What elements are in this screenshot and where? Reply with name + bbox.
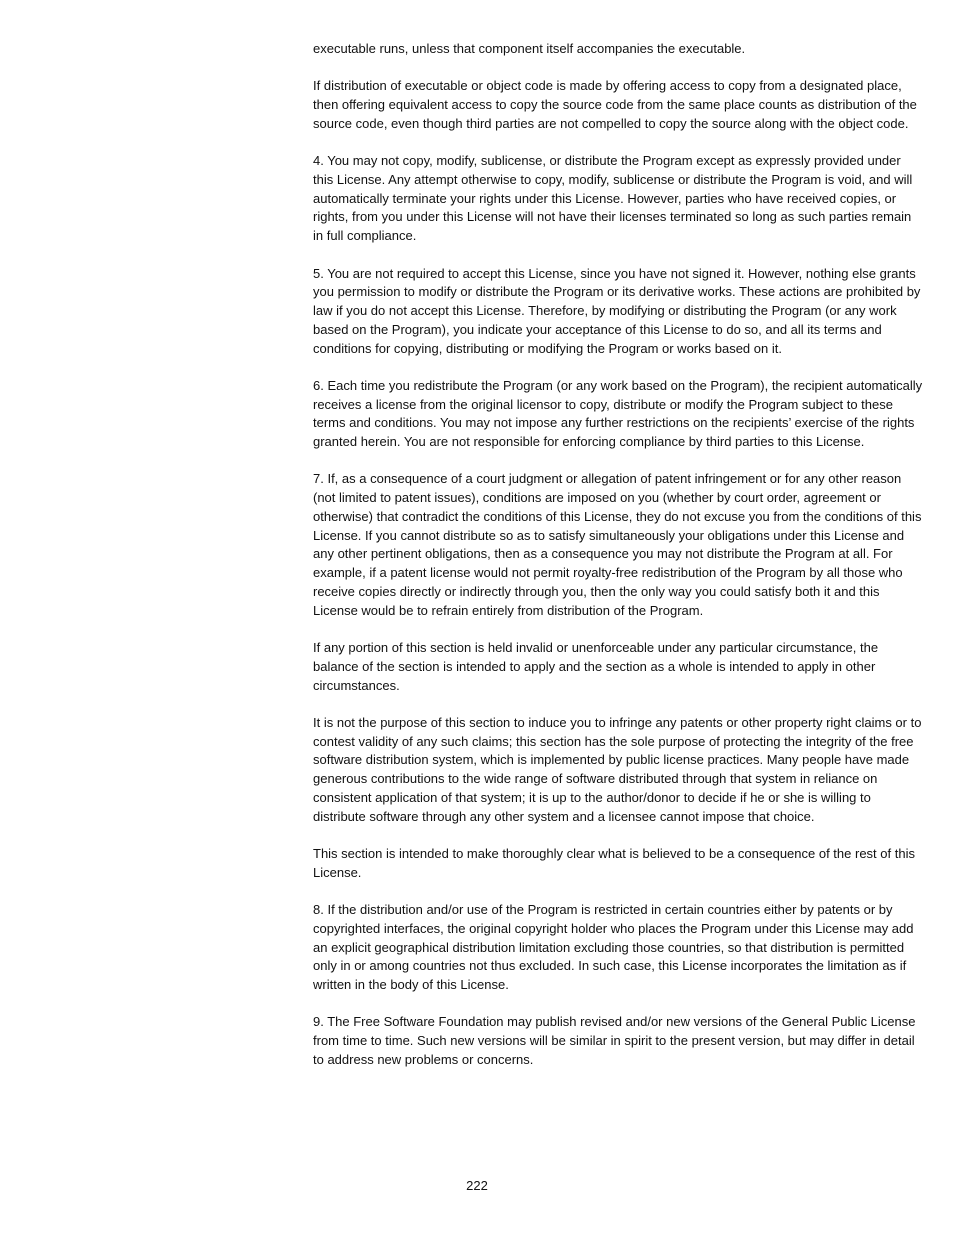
paragraph-section-7-purpose: It is not the purpose of this section to induce you to infringe any patents or other property right claims or to contest validity of any such claims; this section has the sole purpose of protecting the integrity of the free software distribution system, which is implemented by public license practices. Many people have made generous contributions to the wide range of software distributed through that system in reliance on consistent application of that system; it is up to the author/donor to decide if he or she is willing to distribute software through any other system and a licensee cannot impose that choice. — [313, 714, 922, 824]
paragraph-executable-runs: executable runs, unless that component itself accompanies the executable. — [313, 41, 746, 56]
paragraph-section-7-clarification: This section is intended to make thoroughly clear what is believed to be a consequence of the rest of this License. — [313, 846, 915, 880]
paragraph-section-8: 8. If the distribution and/or use of the Program is restricted in certain countries either by patents or by copyrighted interfaces, the original copyright holder who places the Program under this License may add an explicit geographical distribution limitation excluding those countries, so that distribution is permitted only in or among countries not thus excluded. In such case, this License incorporates the limitation as if written in the body of this License. — [313, 902, 914, 993]
paragraph-section-7-invalid-portion: If any portion of this section is held invalid or unenforceable under any particular circumstance, the balance of the section is intended to apply and the section as a whole is intended to apply in other circumstances. — [313, 640, 879, 693]
paragraph-section-6: 6. Each time you redistribute the Program (or any work based on the Program), the recipient automatically receives a license from the original licensor to copy, distribute or modify the Program subject to these terms and conditions. You may not impose any further restrictions on the recipients’ exercise of the rights granted herein. You are not responsible for enforcing compliance by third parties to this License. — [313, 377, 923, 450]
paragraph-section-4: 4. You may not copy, modify, sublicense, or distribute the Program except as expressly provided under this License. Any attempt otherwise to copy, modify, sublicense or distribute the Program is void, and will automatically terminate your rights under this License. However, parties who have received copies, or rights, from you under this License will not have their licenses terminated so long as such parties remain in full compliance. — [313, 153, 913, 244]
paragraph-section-7: 7. If, as a consequence of a court judgment or allegation of patent infringement or for any other reason (not limited to patent issues), conditions are imposed on you (whether by court order, agreement or otherwise) that contradict the conditions of this License, they do not excuse you from the conditions of this License. If you cannot distribute so as to satisfy simultaneously your obligations under this License and any other pertinent obligations, then as a consequence you may not distribute the Program at all. For example, if a patent license would not permit royalty-free redistribution of the Program by all those who receive copies directly or indirectly through you, then the only way you could satisfy both it and this License would be to refrain entirely from distribution of the Program. — [313, 471, 922, 618]
paragraph-section-9: 9. The Free Software Foundation may publish revised and/or new versions of the General Public License from time to time. Such new versions will be similar in spirit to the present version, but may differ in detail to address new problems or concerns. — [313, 1014, 916, 1067]
paragraph-section-5: 5. You are not required to accept this License, since you have not signed it. However, nothing else grants you permission to modify or distribute the Program or its derivative works. These actions are prohibited by law if you do not accept this License. Therefore, by modifying or distributing the Program (or any work based on the Program), you indicate your acceptance of this License to do so, and all its terms and conditions for copying, distributing or modifying the Program or works based on it. — [313, 265, 921, 356]
license-text-body — [313, 40, 923, 1088]
page-number: 222 — [466, 1178, 488, 1193]
paragraph-object-code-distribution: If distribution of executable or object code is made by offering access to copy from a designated place, then offering equivalent access to copy the source code from the same place counts as distribution of the source code, even though third parties are not compelled to copy the source along with the object code. — [313, 78, 917, 131]
